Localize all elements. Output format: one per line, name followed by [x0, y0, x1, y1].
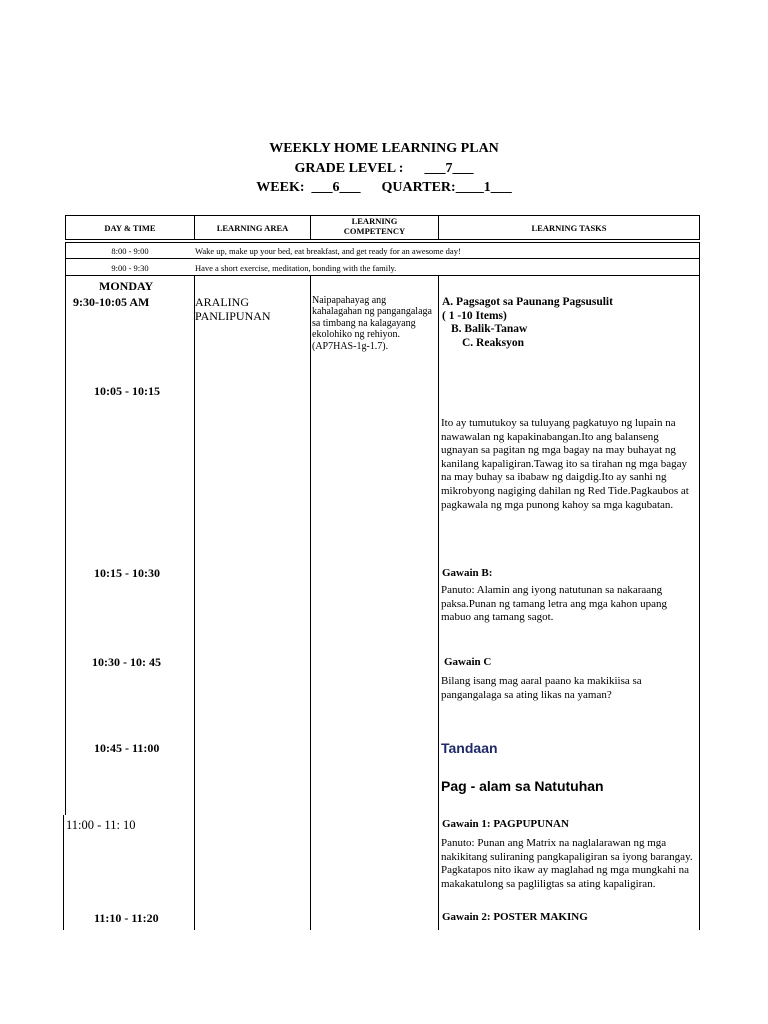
plan-title: WEEKLY HOME LEARNING PLAN — [269, 141, 499, 156]
task-a: A. Pagsagot sa Paunang Pagsusulit — [442, 296, 613, 308]
gawain-c-title: Gawain C — [444, 656, 492, 668]
week-quarter — [0, 180, 768, 196]
header-learning-competency: LEARNING COMPETENCY — [343, 216, 406, 236]
gawain-1-instructions: Panuto: Punan ang Matrix na naglalarawan ng mga nakikitang suliraning pangkapaligiran sa iyong barangay. Pagkatapos nito ikaw ay maglahad ng mga mungkahi na makakatulong sa pagliligtas sa ating kapaligiran. — [441, 837, 693, 890]
routine-bottom-border — [65, 275, 700, 276]
body-col-divider-1 — [194, 275, 195, 930]
routine-task-1: Wake up, make up your bed, eat breakfast, and get ready for an awesome day! — [195, 246, 461, 256]
tandaan-heading: Tandaan — [441, 740, 498, 756]
gawain-2-title: Gawain 2: POSTER MAKING — [442, 911, 588, 923]
routine-divider — [65, 258, 700, 259]
time-slot-3: 10:15 - 10:30 — [94, 566, 160, 580]
grade-level — [0, 161, 768, 177]
header-right-border — [699, 215, 700, 239]
routine-task-2: Have a short exercise, meditation, bonding with the family. — [195, 263, 397, 273]
day-label: MONDAY — [99, 279, 154, 293]
time-slot-1: 9:30-10:05 AM — [73, 295, 150, 309]
header-day-time: DAY & TIME — [104, 223, 156, 233]
task-a-items: ( 1 -10 Items) — [442, 309, 507, 322]
time-slot-7: 11:10 - 11:20 — [94, 911, 159, 925]
balik-tanaw-paragraph: Ito ay tumutukoy sa tuluyang pagkatuyo ng lupain na nawawalan ng kapakinabangan.Ito ang balanseng ugnayan sa pagitan ng mga bagay na may buhayat ng kanilang kapaligiran.Tawag ito sa tirahan ng mga bagay na may buhay sa ibabaw ng daigdig.Ito ay sanhi ng mikrobyong nagiging dahilan ng Red Tide.Pagkaubos at pagkawala ng mga punong kahoy sa mga kagubatan. — [441, 417, 689, 511]
routine-right-border — [699, 242, 700, 275]
body-right-border — [699, 275, 700, 930]
body-col-divider-3 — [438, 275, 439, 930]
gawain-1-title: Gawain 1: PAGPUPUNAN — [442, 818, 569, 830]
body-col-divider-2 — [310, 275, 311, 930]
header-bottom-border — [65, 239, 700, 240]
week-quarter-text: WEEK: ___6___ QUARTER:____1___ — [256, 180, 512, 195]
gawain-c-question: Bilang isang mag aaral paano ka makikiisa sa pangangalaga sa ating likas na yaman? — [441, 675, 642, 701]
time-slot-5: 10:45 - 11:00 — [94, 741, 160, 755]
competency-cell: Naipapahayag ang kahalagahan ng pangangalaga sa timbang na kalagayang ekolohiko ng rehiyon. (AP7HAS-1g-1.7). — [312, 295, 432, 352]
header-learning-area: LEARNING AREA — [216, 223, 289, 233]
routine-time-2: 9:00 - 9:30 — [111, 263, 149, 273]
grade-level-text: GRADE LEVEL : ___7___ — [294, 161, 474, 176]
task-b: B. Balik-Tanaw — [451, 323, 528, 336]
gawain-b-title: Gawain B: — [442, 567, 493, 579]
routine-top-border — [65, 242, 700, 243]
task-c: C. Reaksyon — [462, 336, 524, 349]
pag-alam-heading: Pag - alam sa Natutuhan — [441, 778, 604, 794]
learning-area-cell: ARALING PANLIPUNAN — [195, 295, 271, 323]
first-slot-tasks — [442, 296, 613, 350]
time-slot-2: 10:05 - 10:15 — [94, 384, 160, 398]
body-left-border-lower — [63, 815, 64, 930]
time-slot-6: 11:00 - 11: 10 — [66, 818, 136, 832]
time-slot-4: 10:30 - 10: 45 — [92, 655, 161, 669]
header-learning-tasks: LEARNING TASKS — [531, 223, 607, 233]
routine-time-1: 8:00 - 9:00 — [111, 246, 149, 256]
gawain-b-instructions: Panuto: Alamin ang iyong natutunan sa nakaraang paksa.Punan ng tamang letra ang mga kahon upang mabuo ang tamang sagot. — [441, 584, 668, 624]
body-left-border — [65, 275, 66, 815]
